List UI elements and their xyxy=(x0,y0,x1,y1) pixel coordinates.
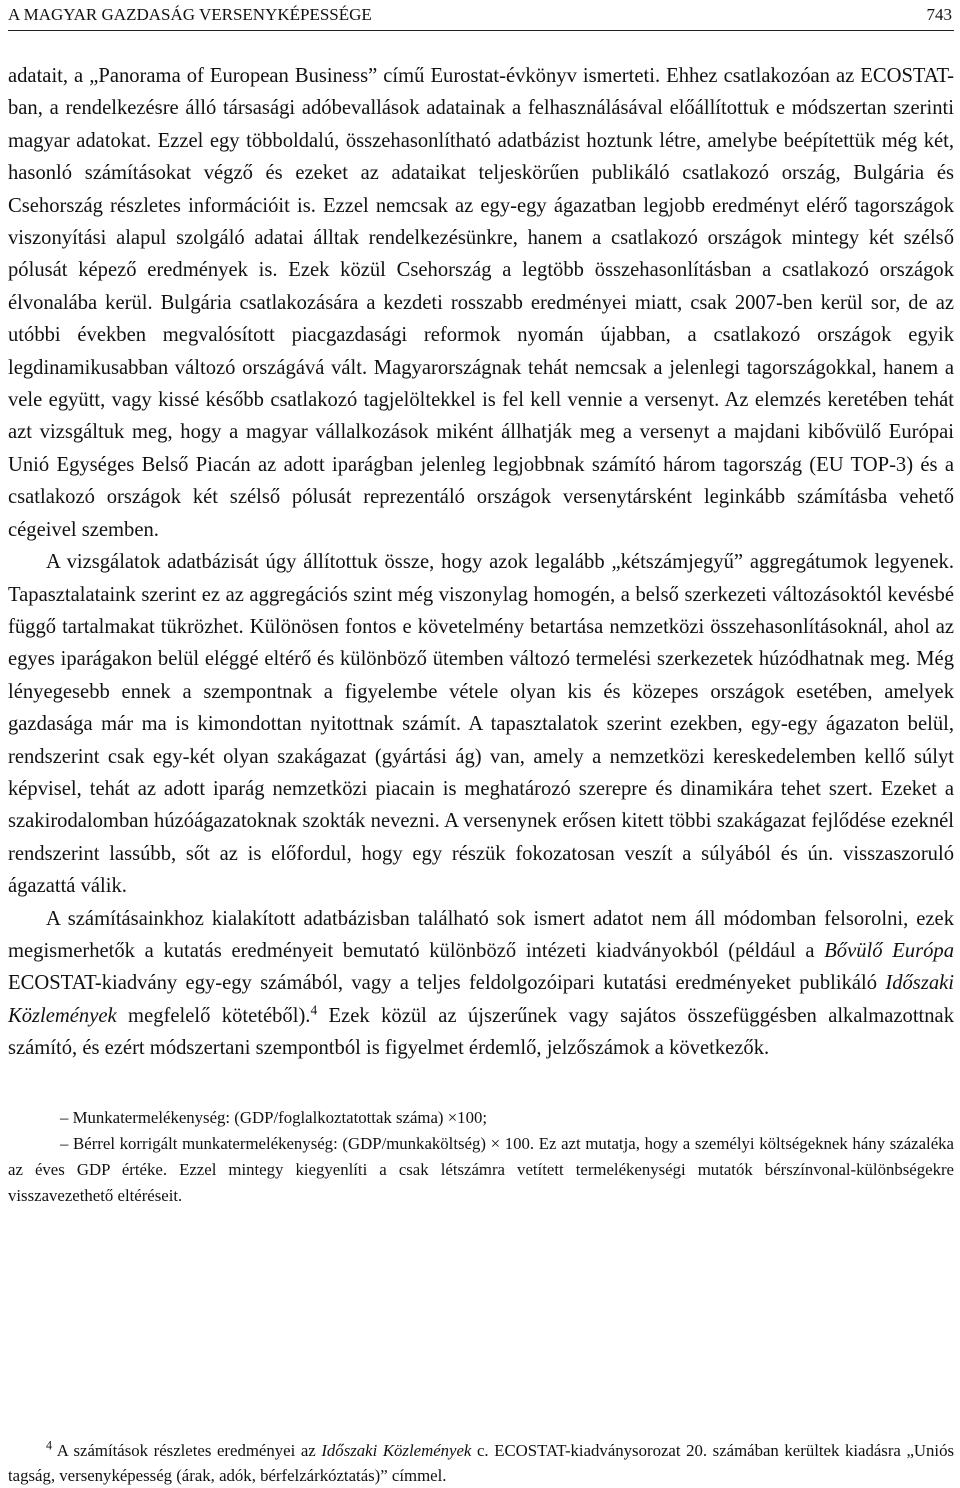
publication-title-bovulo-europa: Bővülő Európa xyxy=(824,939,954,962)
paragraph-3-text-d: Ezek közül az újszerűnek vagy sajátos összefüggésben alkalmazottnak számító, és ezért módszertani szempontból is figyelmet érdemlő, jelzőszámok a következők. xyxy=(8,1004,954,1060)
formula-wage-adjusted-productivity: – Bérrel korrigált munkatermelékenység: (GDP/munkaköltség) × 100. Ez azt mutatja, hogy a személyi költségeknek hány százaléka az éves GDP értéke. Ezzel mintegy kiegyenlíti a csak létszámra vetített termelékenységi mutatók bérszínvonal-különbségekre visszavezethető eltéréseit. xyxy=(8,1133,954,1205)
publication-title-idoszaki-kozlemenyek: Időszaki Közlemények xyxy=(8,972,954,1027)
paragraph-3 xyxy=(8,903,954,1065)
running-header xyxy=(8,0,954,31)
formula-labor-productivity: – Munkatermelékenység: (GDP/foglalkoztatottak száma) ×100; xyxy=(60,1107,488,1127)
main-text xyxy=(8,60,954,1209)
page-number: 743 xyxy=(926,5,952,24)
paragraph-2: A vizsgálatok adatbázisát úgy állítottuk össze, hogy azok legalább „kétszámjegyű” aggregátumok legyenek. Tapasztalataink szerint ez az aggregációs szint még viszonylag homogén, a belső szerkezeti változásoktól kevésbé függő tartalmakat tükrözhet. Különösen fontos e követelmény betartása nemzetközi összehasonlításoknál, ahol az egyes iparágakon belül eléggé eltérő és különböző ütemben változó termelési szerkezetek húzódhatnak meg. Még lényegesebb ennek a szempontnak a figyelembe vétele olyan kis és közepes országok esetében, amelyek gazdasága már ma is kimondottan nyitottnak számít. A tapasztalatok szerint ezekben, egy-egy ágazaton belül, rendszerint csak egy-két olyan szakágazat (gyártási ág) van, amely a nemzetközi kereskedelemben kellő súlyt képvisel, tehát az adott iparág nemzetközi piacain is meghatározó szerepre és dinamikára tehet szert. Ezeket a szakirodalomban húzóágazatoknak szokták nevezni. A versenynek erősen kitett többi szakágazat fejlődése ezeknél rendszerint lassúbb, sőt az is előfordul, hogy egy részük fokozatosan veszít a súlyából és ún. visszaszoruló ágazattá válik. xyxy=(8,551,954,898)
paragraph-3-text-b: ECOSTAT-kiadvány egy-egy számából, vagy a teljes feldolgozóipari kutatási eredményeket publikáló xyxy=(8,972,886,995)
footnote-number: 4 xyxy=(46,1438,53,1453)
journal-title: A MAGYAR GAZDASÁG VERSENYKÉPESSÉGE xyxy=(8,5,372,24)
paragraph-3-text-c: megfelelő kötetéből). xyxy=(116,1004,311,1027)
paragraph-3-text-a: A számításainkhoz kialakított adatbázisban található sok ismert adatot nem áll módomban felsorolni, ezek megismerhetők a kutatás eredményeit bemutató különböző intézeti kiadványokból (például a xyxy=(8,907,954,962)
footnote-reference-4[interactable]: 4 xyxy=(310,1002,318,1018)
paragraph-1: adatait, a „Panorama of European Business” című Eurostat-évkönyv ismerteti. Ehhez csatlakozóan az ECOSTAT-ban, a rendelkezésre álló társasági adóbevallások adatainak a felhasználásával előállítottuk e módszertan szerinti magyar adatokat. Ezzel egy többoldalú, összehasonlítható adatbázist hoztunk létre, amelybe beépítettük még két, hasonló számításokat végző és ezeket az adataikat teljeskörűen publikáló csatlakozó ország, Bulgária és Csehország részletes információit is. Ezzel nemcsak az egy-egy ágazatban legjobb eredményt elérő tagországok viszonyítási alapul szolgáló adatai álltak rendelkezésünkre, hanem a csatlakozó országok mintegy két szélső pólusát képező eredmények is. Ezek közül Csehország a legtöbb összehasonlításban a csatlakozó országok élvonalába kerül. Bulgária csatlakozására a kezdeti rosszabb eredményei miatt, csak 2007-ben kerül sor, de az utóbbi években megvalósított piacgazdasági reformok nyomán újabban, a csatlakozó országok egyik legdinamikusabban változó országává vált. Magyarországnak tehát nemcsak a jelenlegi tagországokkal, hanem a vele együtt, vagy kissé később csatlakozó tagjelöltekkel is fel kell vennie a versenyt. Az elemzés keretében tehát azt vizsgáltuk meg, hogy a magyar vállalkozások miként állhatják meg a versenyt a majdani kibővülő Európai Unió Egységes Belső Piacán az adott iparágban jelenleg legjobbnak számító három tagország (EU TOP-3) és a csatlakozó országok két szélső pólusát reprezentáló országok versenytársként leginkább számításba vehető cégeivel szemben. xyxy=(8,65,954,541)
footnote-publication-title: Időszaki Közlemények xyxy=(321,1441,472,1460)
footnote-text-a: A számítások részletes eredményei az xyxy=(52,1441,322,1460)
footnote-4 xyxy=(8,1438,954,1488)
footnote-text-b: c. ECOSTAT-kiadványsorozat 20. számában kerültek kiadásra „Uniós tagság, versenyképesség (árak, adók, bérfelzárkóztatás)” címmel. xyxy=(8,1441,955,1485)
